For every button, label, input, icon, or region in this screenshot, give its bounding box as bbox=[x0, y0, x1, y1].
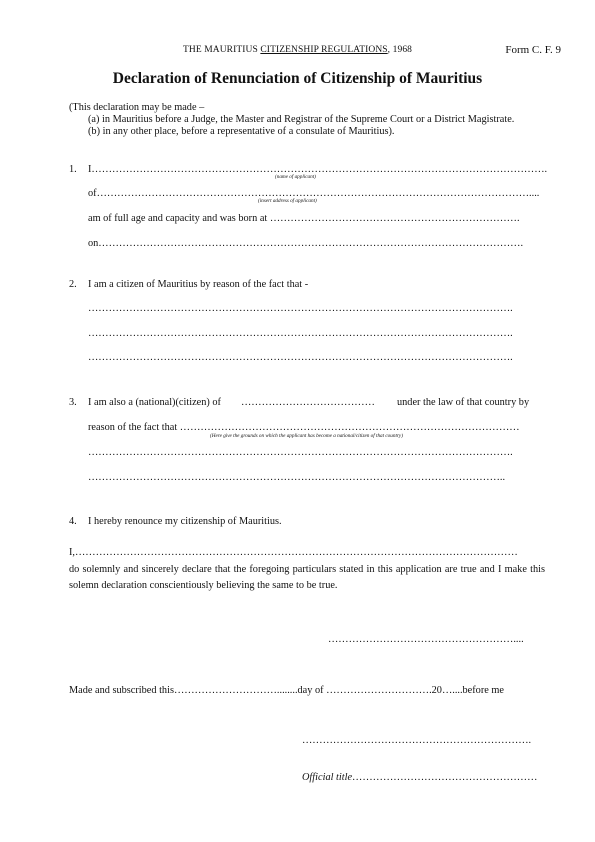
intro-line: (This declaration may be made – bbox=[69, 102, 205, 113]
declarant-name-line: I,………………………………………………………………………………………………………………… bbox=[69, 547, 518, 558]
address-field-line: of……………………………………………………………………………………………………………….... bbox=[88, 188, 540, 199]
officer-signature-line: …………………………………………………………. bbox=[302, 735, 532, 746]
intro-option-b: (b) in any other place, before a representative of a consulate of Mauritius). bbox=[88, 126, 395, 137]
page-title: Declaration of Renunciation of Citizenship of Mauritius bbox=[112, 70, 483, 87]
name-field-hint: (name of applicant) bbox=[275, 174, 316, 180]
section-3-number: 3. bbox=[69, 397, 77, 408]
section-2-dots-1: ……………………………………………………………………………………………………………. bbox=[88, 303, 513, 314]
section-4-text: I hereby renounce my citizenship of Mauritius. bbox=[88, 516, 282, 527]
official-title bbox=[302, 772, 537, 783]
section-3-dots-2: ………………………………………………………………………………………………………….. bbox=[88, 472, 506, 483]
intro-option-a: (a) in Mauritius before a Judge, the Master and Registrar of the Supreme Court or a District Magistrate. bbox=[88, 114, 515, 125]
nationality-field-dots: ………………………………… bbox=[241, 397, 375, 408]
section-2-number: 2. bbox=[69, 279, 77, 290]
regulation-suffix: , 1968 bbox=[387, 45, 413, 55]
section-4-number: 4. bbox=[69, 516, 77, 527]
birthplace-field-line: am of full age and capacity and was born at ………………………………………………………………. bbox=[88, 213, 520, 224]
form-code: Form C. F. 9 bbox=[505, 44, 561, 56]
section-2-text: I am a citizen of Mauritius by reason of the fact that - bbox=[88, 279, 309, 290]
signature-line: ……………………………………………….... bbox=[328, 634, 524, 645]
name-field-line: I……………………………………………………………………………………………………………………. bbox=[88, 164, 548, 175]
official-title-dots: ……………………………………………… bbox=[352, 772, 538, 783]
section-3-text-b: under the law of that country by bbox=[397, 397, 530, 408]
made-and-subscribed-line: Made and subscribed this…………………………........day of ………………………….20…....before me bbox=[69, 685, 504, 696]
section-3-reason-line: reason of the fact that ……………………………………………………………………………………… bbox=[88, 422, 520, 433]
regulation-prefix: THE MAURITIUS bbox=[182, 45, 261, 55]
section-3-reason-hint: (Here give the grounds on which the applicant has become a national/citizen of that country) bbox=[210, 433, 403, 439]
birthdate-field-line: on……………………………………………………………………………………………………………. bbox=[88, 238, 524, 249]
address-field-hint: (insert address of applicant) bbox=[258, 198, 317, 204]
official-title-label: Official title bbox=[302, 772, 353, 783]
section-2-dots-3: ……………………………………………………………………………………………………………. bbox=[88, 352, 513, 363]
section-3-text-a: I am also a (national)(citizen) of bbox=[88, 397, 221, 408]
section-2-dots-2: ……………………………………………………………………………………………………………. bbox=[88, 328, 513, 339]
declaration-paragraph: do solemnly and sincerely declare that the foregoing particulars stated in this application are true and I make this solemn declaration conscientiously believing the same to be true. bbox=[69, 564, 545, 591]
section-3-dots-1: ……………………………………………………………………………………………………………. bbox=[88, 447, 513, 458]
section-1-number: 1. bbox=[69, 164, 77, 175]
regulation-underlined: CITIZENSHIP REGULATIONS bbox=[260, 45, 388, 55]
